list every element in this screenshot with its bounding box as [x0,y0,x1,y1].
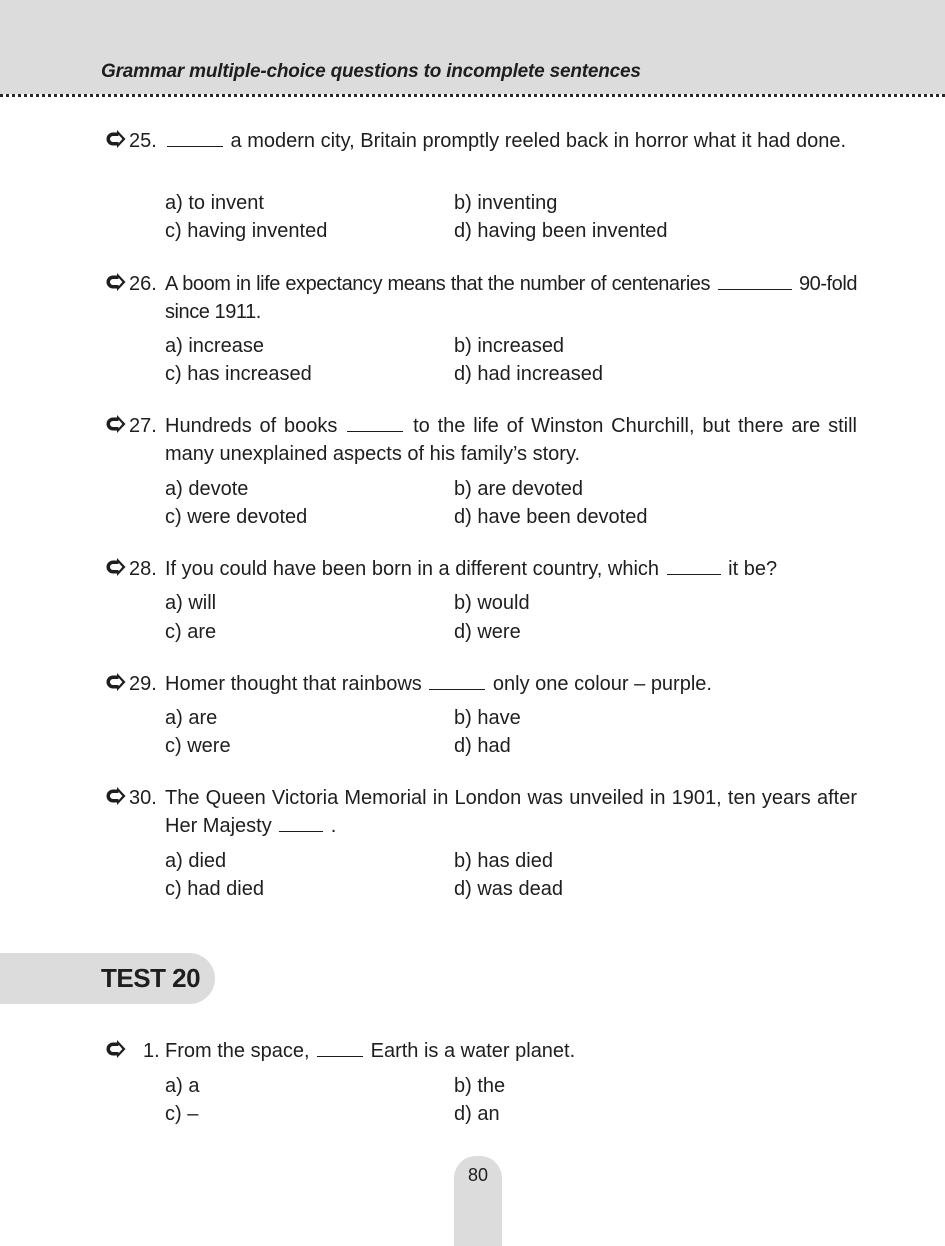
question-text-before: Hundreds of books [165,415,346,437]
option-a: a) died [165,850,227,872]
question-number: 1. [143,1040,160,1062]
answer-blank [317,1038,363,1057]
answer-blank [667,556,721,575]
question-number: 29. [129,673,157,695]
option-d: d) was dead [454,878,563,900]
question-number: 27. [129,415,157,437]
question-text-after: . [325,815,337,837]
option-a: a) are [165,707,218,729]
option-b: b) the [454,1075,506,1097]
question-number: 26. [129,273,157,295]
question-text-after: to the life of Winston Churchill, but there are still many unexplained aspects of his family’s story. [165,415,858,465]
option-c: c) has increased [165,363,312,385]
question-text [165,555,857,583]
question-number: 28. [129,558,157,580]
question-text-before: From the space, [165,1040,316,1062]
option-a: a) to invent [165,192,264,214]
question-number: 30. [129,787,157,809]
page-number: 80 [467,1165,489,1185]
option-b: b) are devoted [454,478,583,500]
header-dotted-rule [0,94,945,97]
option-a: a) a [165,1075,200,1097]
option-b: b) inventing [454,192,558,214]
answer-blank [347,413,403,432]
question-text-before: If you could have been born in a different country, which [165,558,665,580]
question-text [165,1037,857,1065]
question-text-after: it be? [722,558,778,580]
question-text-before: A boom in life expectancy means that the number of centenaries [165,273,716,295]
option-d: d) having been invented [454,220,668,242]
answer-blank [429,671,485,690]
question-text [165,270,857,326]
option-a: a) will [165,592,217,614]
question-text-after: only one colour – purple. [487,673,712,695]
option-a: a) devote [165,478,249,500]
option-c: c) are [165,621,217,643]
question-text [165,412,857,468]
option-a: a) increase [165,335,264,357]
answer-blank [167,128,223,147]
arrow-icon [104,673,126,691]
option-b: b) has died [454,850,553,872]
test-title: TEST 20 [101,963,201,993]
option-d: d) have been devoted [454,506,648,528]
question-text [165,127,857,155]
arrow-icon [104,558,126,576]
arrow-icon [104,1040,126,1058]
arrow-icon [104,130,126,148]
answer-blank [279,813,323,832]
arrow-icon [104,415,126,433]
option-c: c) were devoted [165,506,308,528]
question-text-after: 90-fold since 1911. [165,273,857,323]
option-d: d) an [454,1103,500,1125]
option-b: b) have [454,707,521,729]
option-c: c) having invented [165,220,328,242]
question-text-after: a modern city, Britain promptly reeled back in horror what it had done. [225,130,847,152]
arrow-icon [104,787,126,805]
option-c: c) had died [165,878,264,900]
question-number: 25. [129,130,157,152]
question-text-after: Earth is a water planet. [365,1040,576,1062]
option-b: b) increased [454,335,565,357]
header-title: Grammar multiple-choice questions to incomplete sentences [101,61,641,82]
option-d: d) had [454,735,511,757]
question-text-before: Homer thought that rainbows [165,673,428,695]
arrow-icon [104,273,126,291]
option-d: d) had increased [454,363,603,385]
option-c: c) were [165,735,231,757]
question-text [165,784,857,840]
answer-blank [718,271,792,290]
option-d: d) were [454,621,521,643]
option-b: b) would [454,592,530,614]
question-text-before: The Queen Victoria Memorial in London was unveiled in 1901, ten years after Her Majesty [165,787,857,837]
option-c: c) – [165,1103,199,1125]
question-text [165,670,857,698]
